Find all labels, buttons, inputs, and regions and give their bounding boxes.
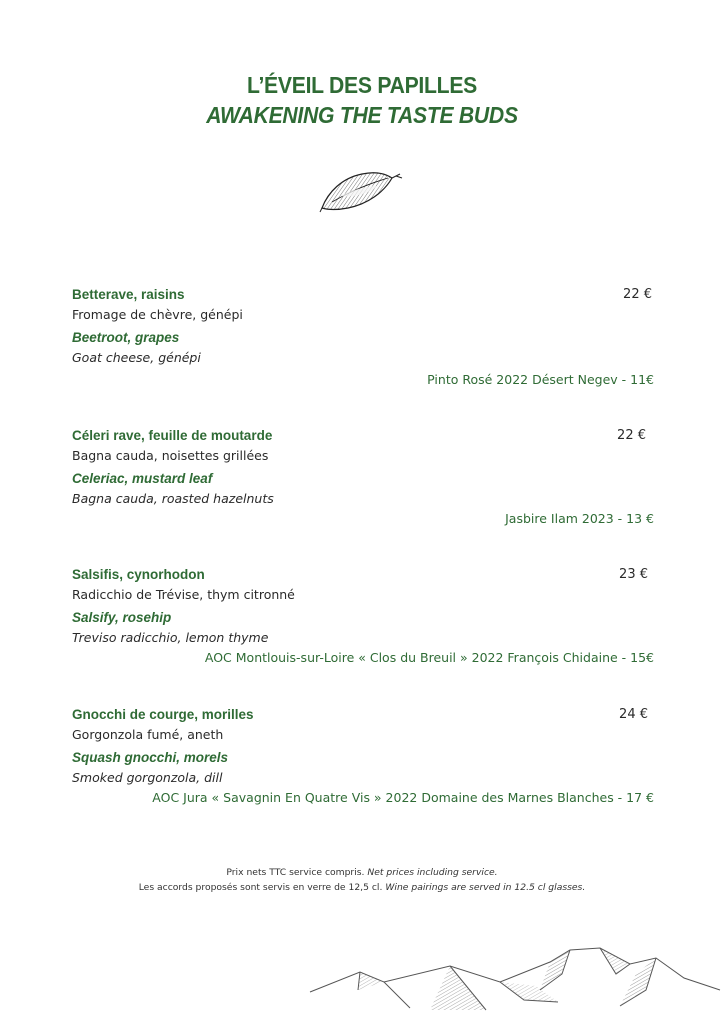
footer-prices-fr: Prix nets TTC service compris. (226, 867, 365, 878)
wine-pairing: AOC Jura « Savagnin En Quatre Vis » 2022 Domaine des Marnes Blanches - 17 € (152, 790, 654, 805)
wine-pairing: Jasbire Ilam 2023 - 13 € (505, 511, 654, 526)
footer-prices-en: Net prices including service. (367, 867, 498, 878)
leaf-icon (318, 164, 404, 214)
dish-name-fr: Céleri rave, feuille de moutarde (72, 428, 273, 443)
dish-description-fr: Radicchio de Trévise, thym citronné (72, 587, 295, 602)
menu-item (72, 285, 656, 387)
dish-name-en: Celeriac, mustard leaf (72, 471, 213, 486)
dish-name-fr: Gnocchi de courge, morilles (72, 707, 254, 722)
dish-name-en: Salsify, rosehip (72, 610, 172, 625)
dish-name-en: Beetroot, grapes (72, 330, 180, 345)
footer-pairings-fr: Les accords proposés sont servis en verre de 12,5 cl. (138, 882, 383, 893)
menu-header (0, 70, 724, 130)
dish-name-en: Squash gnocchi, morels (72, 750, 229, 765)
dish-name-fr: Salsifis, cynorhodon (72, 567, 205, 582)
footer-line-pairings (0, 880, 724, 895)
dish-description-fr: Gorgonzola fumé, aneth (72, 727, 224, 742)
dish-description-fr: Fromage de chèvre, génépi (72, 307, 243, 322)
dish-description-fr: Bagna cauda, noisettes grillées (72, 448, 269, 463)
dish-name-fr: Betterave, raisins (72, 287, 185, 302)
footer-pairings-en: Wine pairings are served in 12.5 cl glasses. (385, 882, 586, 893)
section-title-fr: L’ÉVEIL DES PAPILLES (246, 72, 478, 98)
dish-description-en: Smoked gorgonzola, dill (72, 770, 223, 785)
dish-description-en: Goat cheese, génépi (72, 350, 201, 365)
wine-pairing: Pinto Rosé 2022 Désert Negev - 11€ (427, 372, 654, 387)
menu-item (72, 426, 656, 526)
mountains-illustration (300, 930, 724, 1024)
footer-line-prices (0, 865, 724, 880)
section-title-en: AWAKENING THE TASTE BUDS (206, 102, 518, 128)
dish-price: 23 € (619, 567, 648, 582)
menu-item (72, 705, 656, 805)
dish-price: 24 € (619, 707, 648, 722)
dish-price: 22 € (623, 287, 652, 302)
dish-description-en: Treviso radicchio, lemon thyme (72, 630, 269, 645)
menu-footer (0, 865, 724, 895)
dish-price: 22 € (617, 428, 646, 443)
menu-item (72, 565, 656, 665)
wine-pairing: AOC Montlouis-sur-Loire « Clos du Breuil » 2022 François Chidaine - 15€ (204, 650, 654, 665)
dish-description-en: Bagna cauda, roasted hazelnuts (72, 491, 274, 506)
